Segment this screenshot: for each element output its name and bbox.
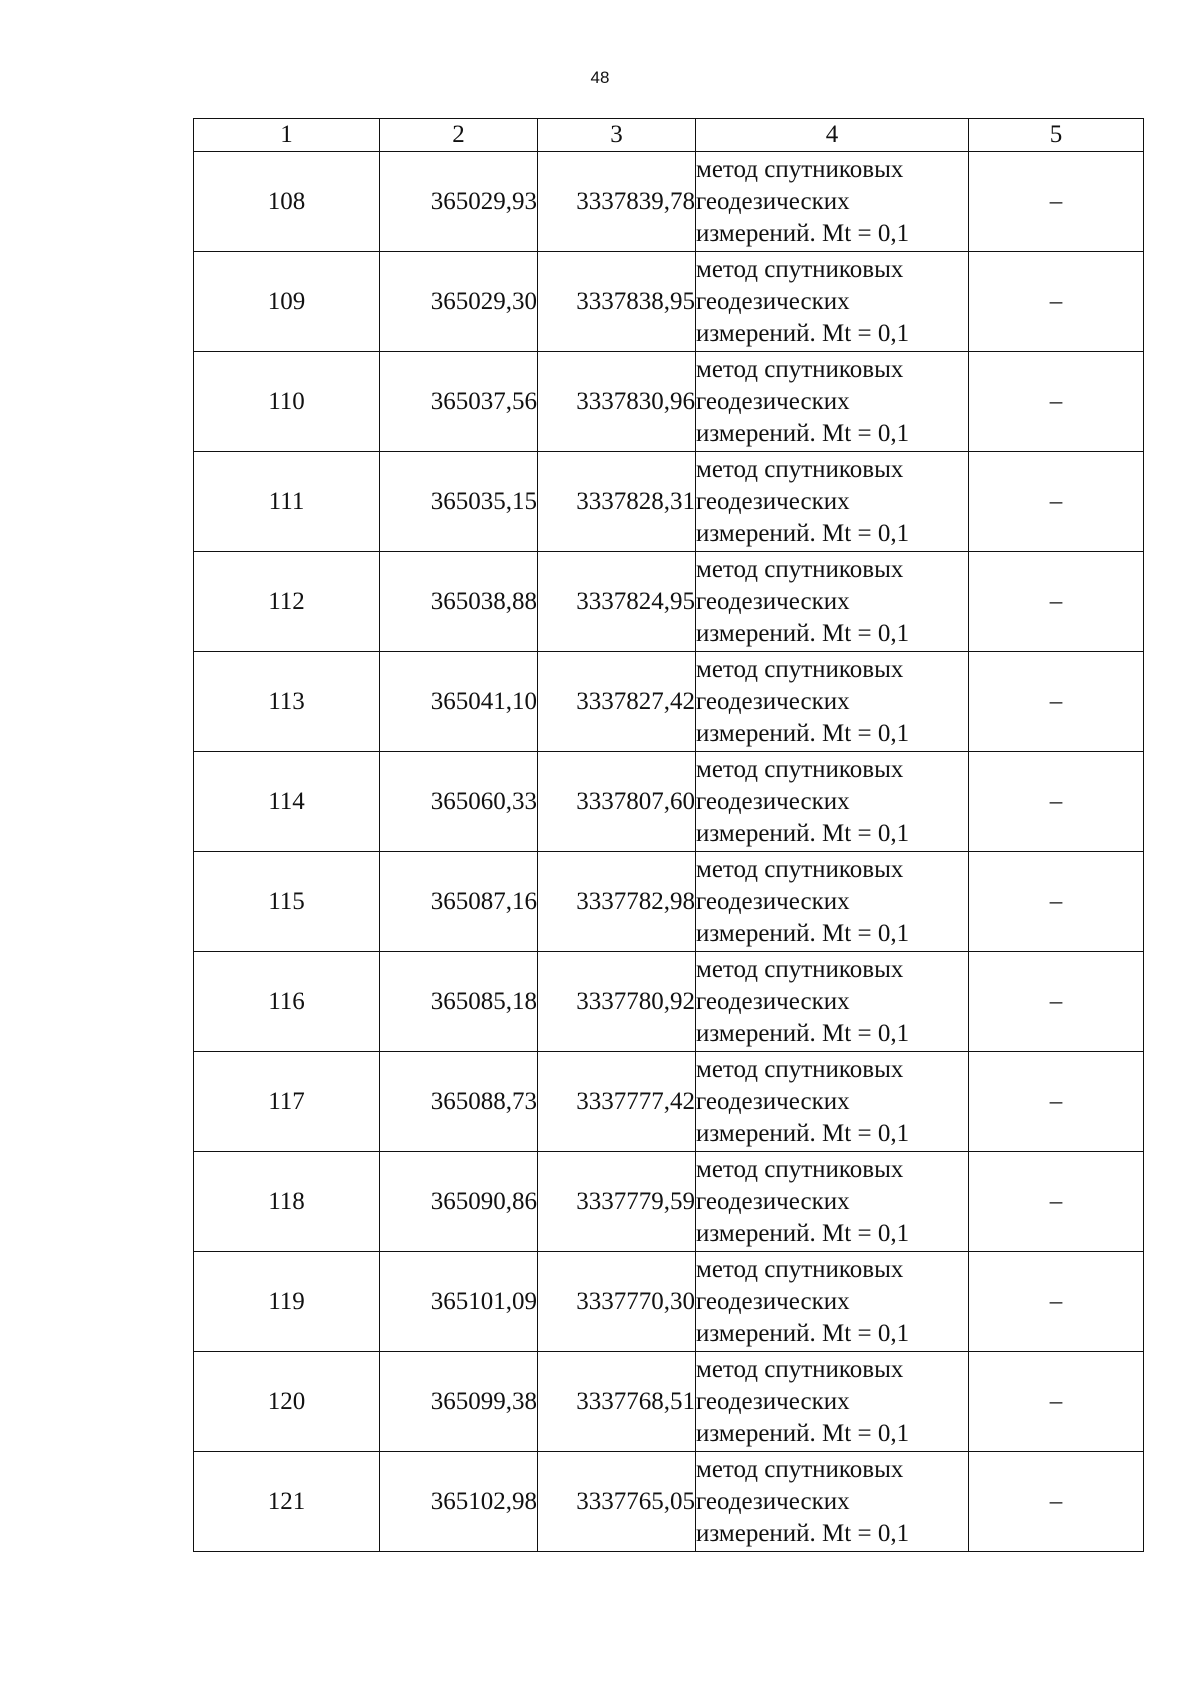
table-row — [194, 452, 1144, 552]
x-coordinate-cell: 365041,10 — [380, 652, 538, 752]
method-cell — [696, 1452, 969, 1552]
column-5-cell: – — [969, 652, 1144, 752]
x-coordinate-cell: 365102,98 — [380, 1452, 538, 1552]
method-cell — [696, 352, 969, 452]
table-header — [194, 119, 1144, 152]
y-coordinate-cell: 3337827,42 — [538, 652, 696, 752]
method-line: метод спутниковых — [696, 1455, 904, 1483]
point-number-cell: 111 — [194, 452, 380, 552]
column-5-cell: – — [969, 852, 1144, 952]
method-cell — [696, 452, 969, 552]
point-number-cell: 112 — [194, 552, 380, 652]
method-line: геодезических — [696, 587, 850, 615]
table-row — [194, 1352, 1144, 1452]
column-5-cell: – — [969, 152, 1144, 252]
method-line: метод спутниковых — [696, 1255, 904, 1283]
y-coordinate-cell: 3337765,05 — [538, 1452, 696, 1552]
table-row — [194, 1052, 1144, 1152]
method-line: измерений. Mt = 0,1 — [696, 1319, 910, 1347]
column-5-cell: – — [969, 352, 1144, 452]
y-coordinate-cell: 3337770,30 — [538, 1252, 696, 1352]
method-line: геодезических — [696, 287, 850, 315]
point-number-cell: 109 — [194, 252, 380, 352]
x-coordinate-cell: 365087,16 — [380, 852, 538, 952]
column-5-cell: – — [969, 1152, 1144, 1252]
method-line: геодезических — [696, 1287, 850, 1315]
method-line: измерений. Mt = 0,1 — [696, 919, 910, 947]
table-row — [194, 652, 1144, 752]
method-cell — [696, 1252, 969, 1352]
header-col-4: 4 — [696, 119, 969, 152]
method-line: метод спутниковых — [696, 155, 904, 183]
method-line: геодезических — [696, 787, 850, 815]
method-line: геодезических — [696, 1087, 850, 1115]
method-line: геодезических — [696, 1387, 850, 1415]
x-coordinate-cell: 365090,86 — [380, 1152, 538, 1252]
point-number-cell: 118 — [194, 1152, 380, 1252]
x-coordinate-cell: 365101,09 — [380, 1252, 538, 1352]
point-number-cell: 115 — [194, 852, 380, 952]
table-row — [194, 952, 1144, 1052]
header-col-5: 5 — [969, 119, 1144, 152]
x-coordinate-cell: 365060,33 — [380, 752, 538, 852]
method-line: измерений. Mt = 0,1 — [696, 1019, 910, 1047]
column-5-cell: – — [969, 452, 1144, 552]
method-line: измерений. Mt = 0,1 — [696, 1119, 910, 1147]
method-line: измерений. Mt = 0,1 — [696, 419, 910, 447]
method-line: геодезических — [696, 1187, 850, 1215]
point-number-cell: 119 — [194, 1252, 380, 1352]
header-col-2: 2 — [380, 119, 538, 152]
x-coordinate-cell: 365099,38 — [380, 1352, 538, 1452]
table-row — [194, 152, 1144, 252]
method-line: измерений. Mt = 0,1 — [696, 619, 910, 647]
column-5-cell: – — [969, 1452, 1144, 1552]
method-line: метод спутниковых — [696, 455, 904, 483]
method-line: измерений. Mt = 0,1 — [696, 819, 910, 847]
x-coordinate-cell: 365037,56 — [380, 352, 538, 452]
column-5-cell: – — [969, 1052, 1144, 1152]
table-row — [194, 852, 1144, 952]
method-line: метод спутниковых — [696, 355, 904, 383]
method-cell — [696, 1052, 969, 1152]
column-5-cell: – — [969, 952, 1144, 1052]
point-number-cell: 120 — [194, 1352, 380, 1452]
y-coordinate-cell: 3337780,92 — [538, 952, 696, 1052]
column-5-cell: – — [969, 1352, 1144, 1452]
x-coordinate-cell: 365088,73 — [380, 1052, 538, 1152]
point-number-cell: 108 — [194, 152, 380, 252]
method-line: метод спутниковых — [696, 1355, 904, 1383]
table-row — [194, 352, 1144, 452]
point-number-cell: 114 — [194, 752, 380, 852]
method-cell — [696, 152, 969, 252]
method-cell — [696, 552, 969, 652]
x-coordinate-cell: 365038,88 — [380, 552, 538, 652]
point-number-cell: 117 — [194, 1052, 380, 1152]
y-coordinate-cell: 3337768,51 — [538, 1352, 696, 1452]
column-5-cell: – — [969, 752, 1144, 852]
point-number-cell: 110 — [194, 352, 380, 452]
method-line: измерений. Mt = 0,1 — [696, 219, 910, 247]
method-line: метод спутниковых — [696, 755, 904, 783]
x-coordinate-cell: 365035,15 — [380, 452, 538, 552]
method-cell — [696, 952, 969, 1052]
table-row — [194, 252, 1144, 352]
header-row — [194, 119, 1144, 152]
coordinates-table — [193, 118, 1144, 1552]
column-5-cell: – — [969, 252, 1144, 352]
y-coordinate-cell: 3337828,31 — [538, 452, 696, 552]
method-line: геодезических — [696, 1487, 850, 1515]
method-line: измерений. Mt = 0,1 — [696, 719, 910, 747]
y-coordinate-cell: 3337824,95 — [538, 552, 696, 652]
method-line: геодезических — [696, 387, 850, 415]
method-cell — [696, 652, 969, 752]
y-coordinate-cell: 3337807,60 — [538, 752, 696, 852]
x-coordinate-cell: 365085,18 — [380, 952, 538, 1052]
method-line: геодезических — [696, 987, 850, 1015]
table-row — [194, 1152, 1144, 1252]
method-cell — [696, 1152, 969, 1252]
method-cell — [696, 252, 969, 352]
method-line: метод спутниковых — [696, 1155, 904, 1183]
method-line: измерений. Mt = 0,1 — [696, 319, 910, 347]
table-body — [194, 152, 1144, 1552]
x-coordinate-cell: 365029,30 — [380, 252, 538, 352]
method-line: измерений. Mt = 0,1 — [696, 519, 910, 547]
point-number-cell: 116 — [194, 952, 380, 1052]
x-coordinate-cell: 365029,93 — [380, 152, 538, 252]
column-5-cell: – — [969, 552, 1144, 652]
table-row — [194, 552, 1144, 652]
y-coordinate-cell: 3337839,78 — [538, 152, 696, 252]
method-cell — [696, 1352, 969, 1452]
method-line: геодезических — [696, 487, 850, 515]
table-row — [194, 1252, 1144, 1352]
method-line: геодезических — [696, 187, 850, 215]
method-line: измерений. Mt = 0,1 — [696, 1419, 910, 1447]
y-coordinate-cell: 3337830,96 — [538, 352, 696, 452]
method-line: метод спутниковых — [696, 655, 904, 683]
point-number-cell: 113 — [194, 652, 380, 752]
method-cell — [696, 752, 969, 852]
y-coordinate-cell: 3337782,98 — [538, 852, 696, 952]
table-row — [194, 752, 1144, 852]
y-coordinate-cell: 3337838,95 — [538, 252, 696, 352]
point-number-cell: 121 — [194, 1452, 380, 1552]
method-line: метод спутниковых — [696, 855, 904, 883]
column-5-cell: – — [969, 1252, 1144, 1352]
y-coordinate-cell: 3337779,59 — [538, 1152, 696, 1252]
method-line: геодезических — [696, 687, 850, 715]
page-number: 48 — [590, 68, 610, 87]
method-line: геодезических — [696, 887, 850, 915]
table-row — [194, 1452, 1144, 1552]
header-col-1: 1 — [194, 119, 380, 152]
method-line: измерений. Mt = 0,1 — [696, 1219, 910, 1247]
header-col-3: 3 — [538, 119, 696, 152]
method-cell — [696, 852, 969, 952]
y-coordinate-cell: 3337777,42 — [538, 1052, 696, 1152]
method-line: метод спутниковых — [696, 555, 904, 583]
method-line: метод спутниковых — [696, 955, 904, 983]
method-line: метод спутниковых — [696, 255, 904, 283]
method-line: метод спутниковых — [696, 1055, 904, 1083]
method-line: измерений. Mt = 0,1 — [696, 1519, 910, 1547]
